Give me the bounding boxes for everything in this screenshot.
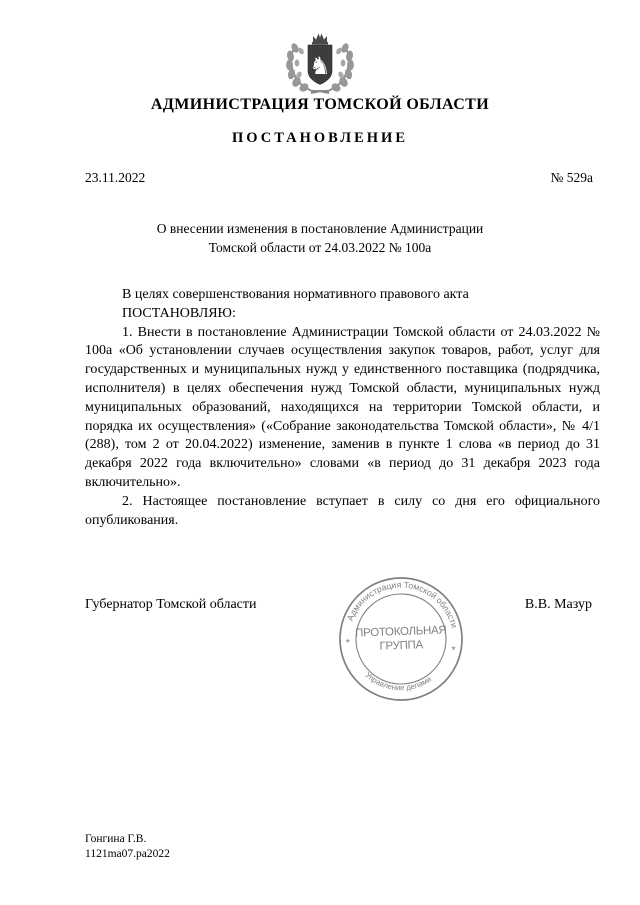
- coat-of-arms-svg: [281, 33, 359, 95]
- doc-title-line1: О внесении изменения в постановление Администрации: [156, 221, 484, 236]
- stamp-star-right-icon: *: [450, 644, 456, 657]
- stamp-arc-top-text: Администрация Томской области: [344, 579, 460, 629]
- doc-body: [85, 286, 600, 530]
- paragraph-intro: В целях совершенствования нормативного правового акта: [122, 287, 469, 302]
- doc-footer: [85, 832, 170, 862]
- stamp-star-left-icon: *: [345, 637, 351, 650]
- date-number-row: [85, 170, 593, 186]
- doc-date: 23.11.2022: [85, 170, 146, 185]
- svg-text:ПРОТОКОЛЬНАЯ: ПРОТОКОЛЬНАЯ: [354, 624, 447, 640]
- ribbon-shape: [311, 90, 329, 94]
- doc-title: [0, 219, 640, 257]
- doc-title-line2: Томской области от 24.03.2022 № 100а: [208, 240, 432, 255]
- signature-name: В.В. Мазур: [524, 597, 592, 612]
- coat-of-arms-icon: [281, 33, 359, 100]
- doc-type: ПОСТАНОВЛЕНИЕ: [231, 130, 408, 146]
- stamp: [336, 574, 466, 704]
- paragraph-item1: 1. Внести в постановление Администрации Томской области от 24.03.2022 № 100а «Об установлении случаев осуществления закупок товаров, работ, услуг для государственных и муниципальных нужд у единственного поставщика (подрядчика, исполнителя) в целях обеспечения нужд Томской области, муниципальных нужд муниципальных образований, находящихся на территории Томской области, и порядка их осуществления» («Собрание законодательства Томской области», № 4/1 (288), том 2 от 20.04.2022) изменение, заменив в пункте 1 слова «в период до 31 декабря 2022 года включительно» словами «в период до 31 декабря 2023 года включительно».: [85, 324, 600, 490]
- svg-text:ГРУППА: ГРУППА: [379, 639, 424, 653]
- signature-position: Губернатор Томской области: [85, 597, 257, 612]
- horse-icon: ♞: [309, 52, 331, 80]
- stamp-svg: [336, 574, 466, 704]
- paragraph-item2: 2. Настоящее постановление вступает в силу со дня его официального опубликования.: [85, 493, 600, 528]
- org-name: АДМИНИСТРАЦИЯ ТОМСКОЙ ОБЛАСТИ: [150, 96, 490, 113]
- footer-executor: Гонгина Г.В.: [85, 833, 147, 845]
- stamp-center-text: [355, 624, 447, 653]
- crown-icon: [312, 34, 328, 45]
- paragraph-resolve: ПОСТАНОВЛЯЮ:: [122, 305, 236, 321]
- doc-number: № 529а: [550, 170, 593, 185]
- footer-file-code: 1121ma07.pa2022: [85, 848, 170, 860]
- stamp-arc-bottom-text: Управление делами: [363, 670, 433, 693]
